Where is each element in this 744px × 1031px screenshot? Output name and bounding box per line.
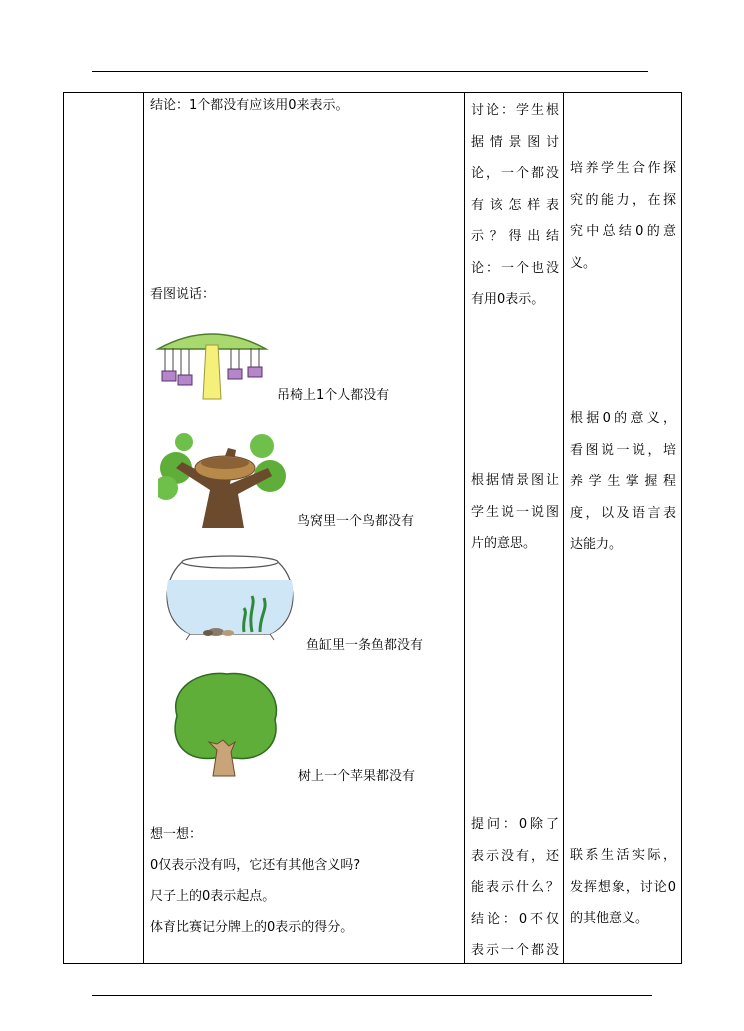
footer-rule xyxy=(92,995,652,996)
bird-nest-image xyxy=(158,428,288,528)
text-line: 的其他意义。 xyxy=(570,911,649,926)
think-answer-1: 尺子上的0表示起点。 xyxy=(150,889,276,904)
text-line: 学生说一说图 xyxy=(471,504,559,520)
swing-caption: 吊椅上1个人都没有 xyxy=(277,388,390,403)
text-line: 结论：0不仅 xyxy=(471,911,559,927)
nest-caption: 鸟窝里一个鸟都没有 xyxy=(297,514,415,529)
fish-bowl-image xyxy=(160,552,300,642)
tree-caption: 树上一个苹果都没有 xyxy=(298,769,416,784)
look-and-say-title: 看图说话： xyxy=(150,287,216,302)
text-line: 表示一个都没 xyxy=(471,943,559,958)
column-divider-3 xyxy=(563,92,564,964)
text-line: 示？得出结 xyxy=(471,229,559,244)
text-line: 片的意思。 xyxy=(471,536,537,551)
text-line: 论：一个也没 xyxy=(471,260,559,276)
think-answer-2: 体育比赛记分牌上的0表示的得分。 xyxy=(150,920,354,935)
text-line: 度，以及语言表 xyxy=(570,505,676,521)
intent-block-2 xyxy=(570,403,676,561)
text-line: 联系生活实际， xyxy=(570,848,676,863)
intent-block-1 xyxy=(570,153,676,279)
tree-image xyxy=(165,668,285,778)
text-line: 究的能力，在探 xyxy=(570,192,676,208)
bowl-caption: 鱼缸里一条鱼都没有 xyxy=(306,638,424,653)
text-line: 能表示什么？ xyxy=(471,880,559,895)
swing-chair-image xyxy=(155,325,270,400)
activity-block-1 xyxy=(471,95,559,316)
conclusion-text: 结论：1个都没有应该用0来表示。 xyxy=(150,98,349,113)
think-question: 0仅表示没有吗，它还有其他含义吗? xyxy=(150,858,361,873)
text-line: 究中总结0的意 xyxy=(570,224,676,239)
text-line: 根据0的意义， xyxy=(570,411,676,426)
think-title: 想一想： xyxy=(150,827,203,842)
text-line: 义。 xyxy=(570,255,597,271)
text-line: 养学生掌握程 xyxy=(570,474,676,489)
text-line: 提问：0除了 xyxy=(471,817,559,832)
text-line: 表示没有，还 xyxy=(471,848,559,864)
text-line: 发挥想象，讨论0 xyxy=(570,879,676,895)
header-rule xyxy=(92,71,648,72)
text-line: 培养学生合作探 xyxy=(570,161,676,176)
text-line: 有用0表示。 xyxy=(471,292,545,307)
text-line: 论，一个都没 xyxy=(471,166,559,181)
activity-block-2 xyxy=(471,465,559,560)
text-line: 达能力。 xyxy=(570,537,623,552)
text-line: 有该怎样表 xyxy=(471,197,559,213)
column-divider-2 xyxy=(464,92,465,964)
text-line: 看图说一说，培 xyxy=(570,442,676,458)
activity-block-3 xyxy=(471,809,559,967)
text-line: 据情景图讨 xyxy=(471,134,559,150)
intent-block-3 xyxy=(570,840,676,935)
column-divider-1 xyxy=(143,92,144,964)
text-line: 根据情景图让 xyxy=(471,473,559,488)
text-line: 讨论：学生根 xyxy=(471,103,559,118)
